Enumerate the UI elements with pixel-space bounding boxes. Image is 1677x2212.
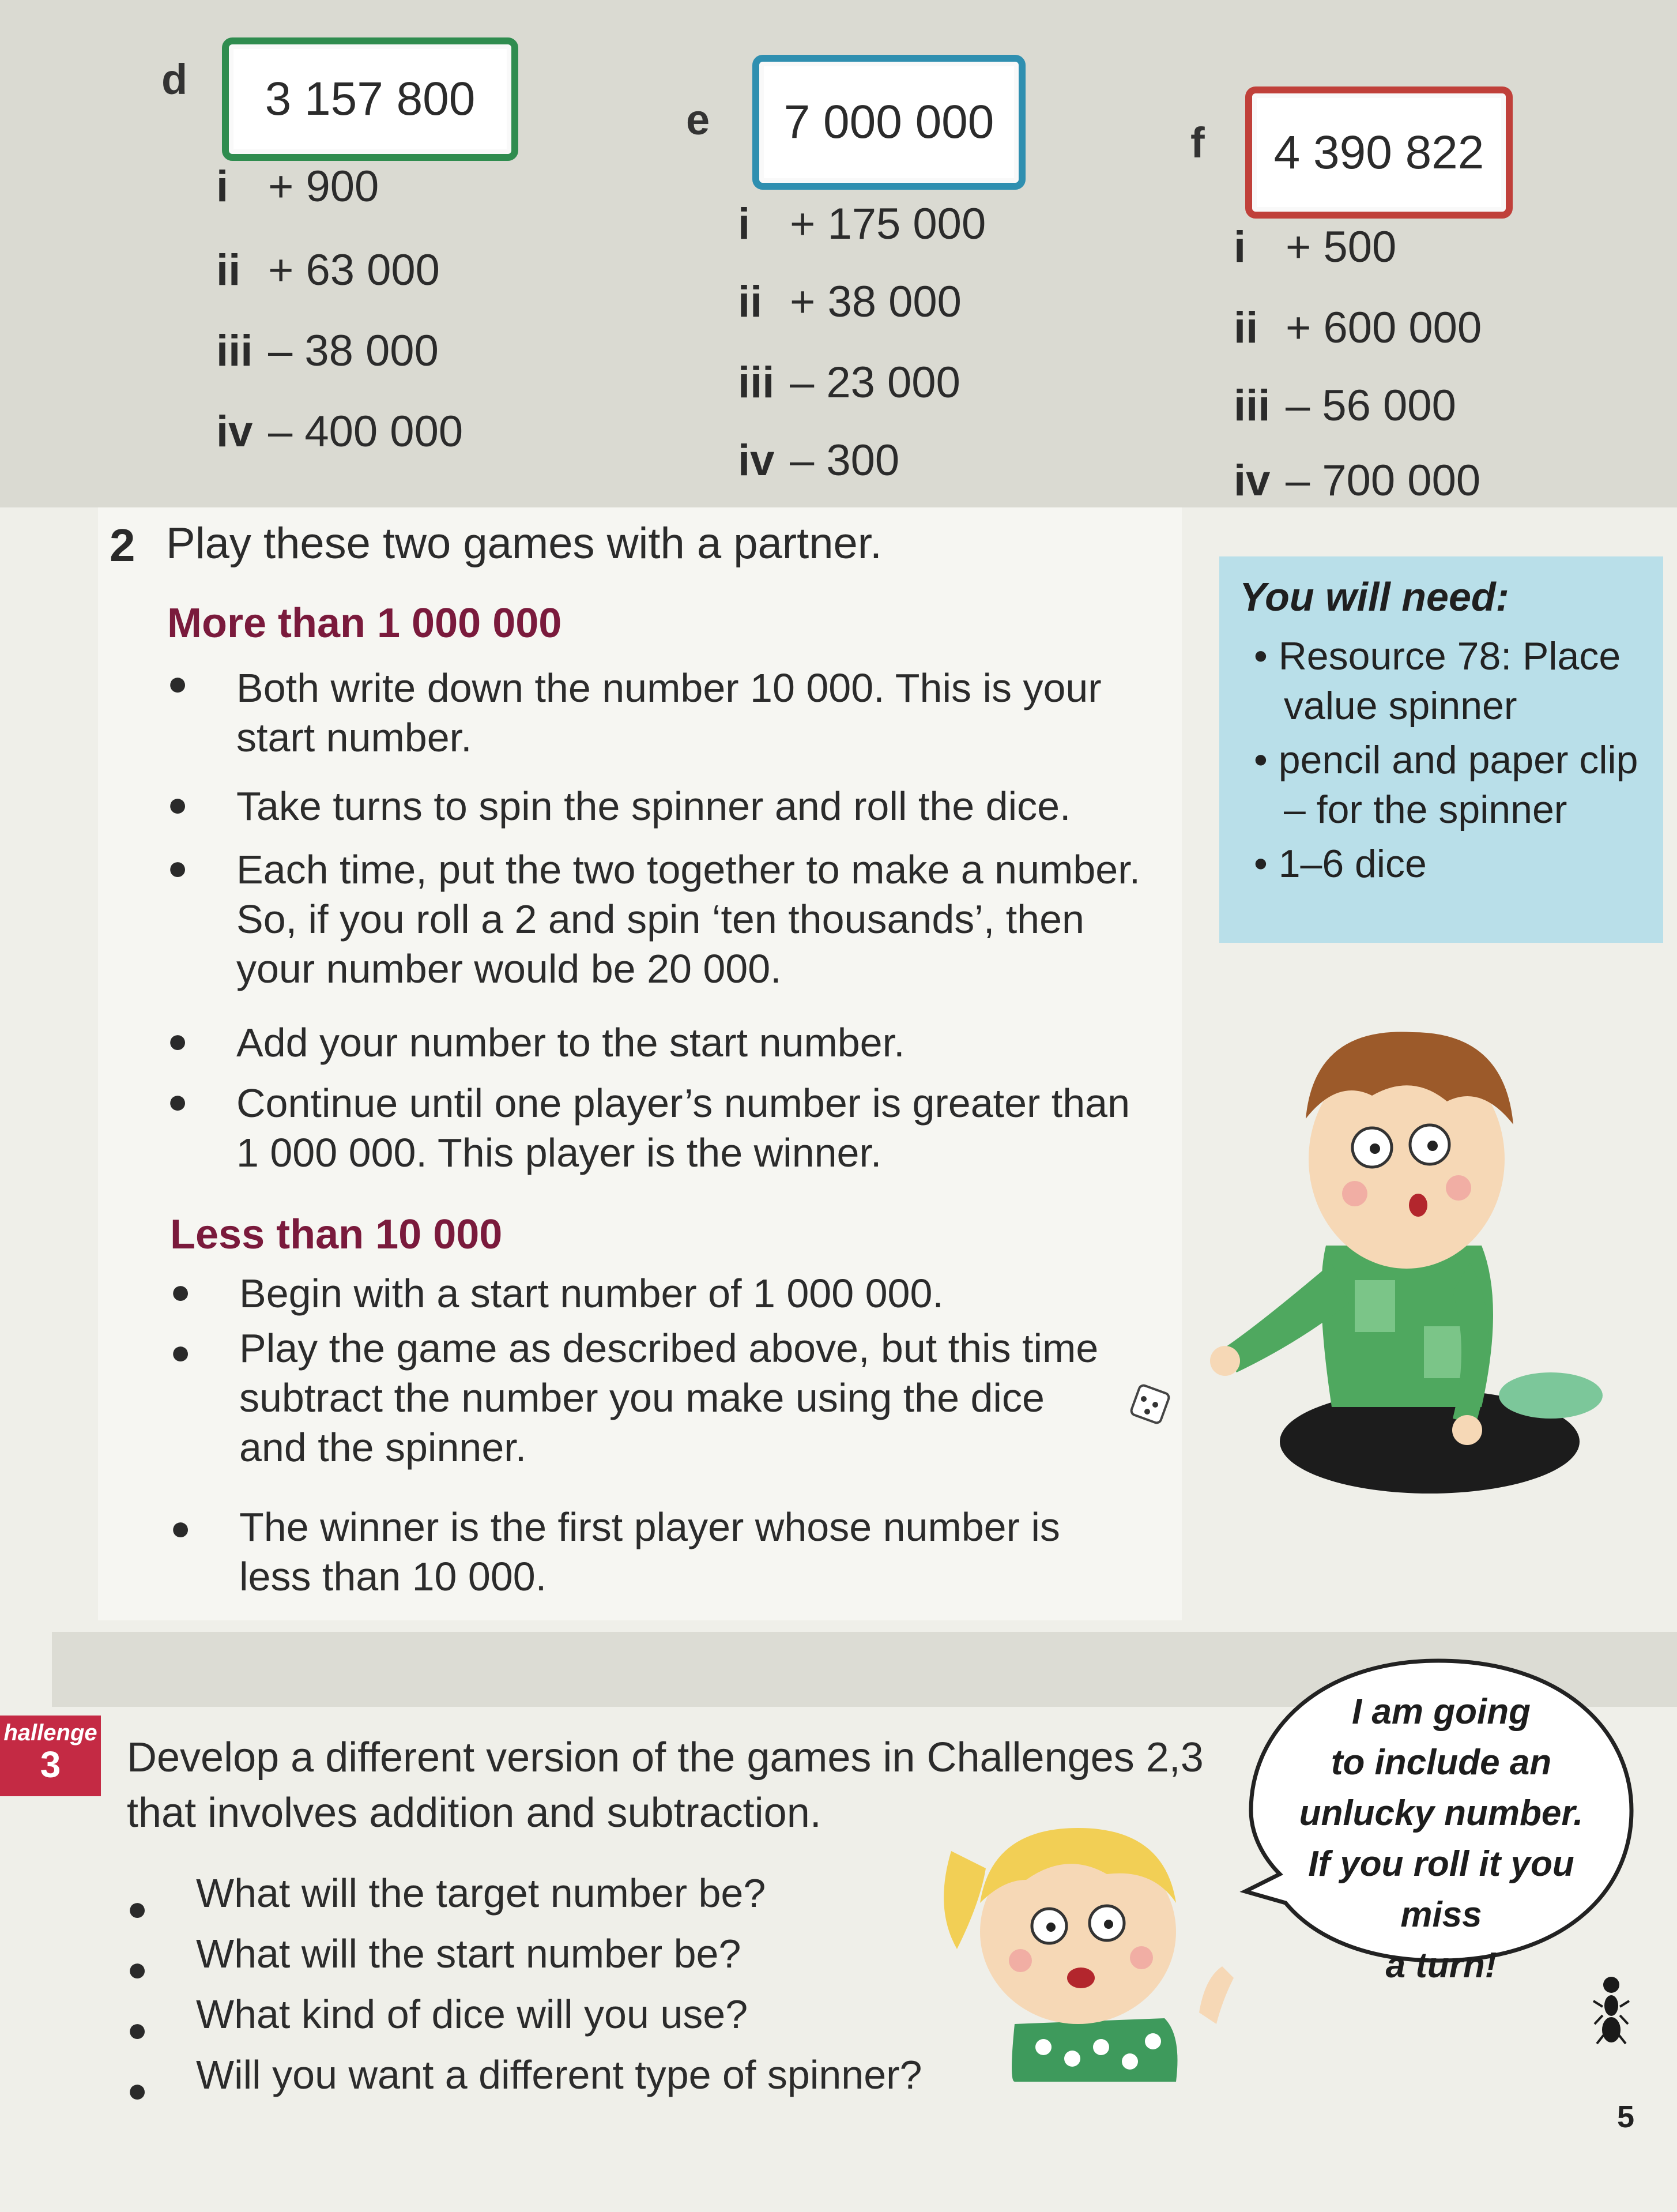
challenge-question-2: What will the start number be? xyxy=(196,1931,741,1976)
bullet-icon: ● xyxy=(167,1021,189,1060)
part-d-op-3: iii – 38 000 xyxy=(216,326,439,375)
part-d-number: 3 157 800 xyxy=(265,73,476,125)
part-d-number-box xyxy=(222,37,518,161)
bullet-icon: ● xyxy=(127,1950,148,1988)
part-f-number-box xyxy=(1245,86,1513,219)
part-f-op-2: ii + 600 000 xyxy=(1234,303,1482,352)
ant-icon xyxy=(1591,1972,1631,2047)
bullet-icon: ● xyxy=(127,2010,148,2049)
need-item-3: • 1–6 dice xyxy=(1254,842,1427,886)
part-e-number: 7 000 000 xyxy=(783,96,994,148)
part-d-op-2: ii + 63 000 xyxy=(216,246,440,295)
challenge-question-1: What will the target number be? xyxy=(196,1871,766,1916)
part-e-op-4: iv – 300 xyxy=(738,436,900,485)
bullet-icon: ● xyxy=(127,1889,148,1928)
game1-bullet-4: Add your number to the start number. xyxy=(236,1020,905,1065)
part-d-letter: d xyxy=(161,55,188,103)
challenge-question-3: What kind of dice will you use? xyxy=(196,1992,748,2037)
part-e-op-3: iii – 23 000 xyxy=(738,358,960,407)
page-number: 5 xyxy=(1617,2100,1635,2134)
you-will-need-box xyxy=(1219,556,1663,943)
part-f-op-1: i + 500 xyxy=(1234,223,1397,272)
bullet-icon: ● xyxy=(127,2071,148,2109)
part-e-op-2: ii + 38 000 xyxy=(738,277,962,326)
need-item-2: • pencil and paper clip – for the spinner xyxy=(1254,738,1638,832)
game2-title: Less than 10 000 xyxy=(170,1212,503,1258)
you-will-need-title: You will need: xyxy=(1239,574,1509,619)
game2-bullet-1: Begin with a start number of 1 000 000. xyxy=(239,1271,944,1316)
question-number: 2 xyxy=(110,520,135,571)
game2-bullet-2: Play the game as described above, but this time subtract the number you make using the dice and the spinner. xyxy=(239,1326,1099,1470)
challenge-tag xyxy=(0,1716,101,1796)
bullet-icon: ● xyxy=(167,848,189,887)
part-e-number-box xyxy=(752,55,1026,190)
game1-title: More than 1 000 000 xyxy=(167,600,562,646)
challenge-text: Develop a different version of the games in Challenges 2,3 that involves addition and subtraction. xyxy=(127,1735,1204,1836)
challenge-number: 3 xyxy=(40,1744,61,1785)
part-f-number: 4 390 822 xyxy=(1273,126,1484,179)
bullet-icon: • xyxy=(1254,634,1279,678)
need-item-1: • Resource 78: Place value spinner xyxy=(1254,634,1621,728)
part-e-op-1: i + 175 000 xyxy=(738,200,986,249)
bullet-icon: ● xyxy=(170,1272,191,1311)
game1-bullet-5: Continue until one player’s number is greater than 1 000 000. This player is the winner. xyxy=(236,1081,1130,1175)
girl-illustration xyxy=(934,1805,1257,2082)
game1-bullet-1: Both write down the number 10 000. This is your start number. xyxy=(236,665,1102,760)
bullet-icon: ● xyxy=(167,664,189,702)
part-f-op-3: iii – 56 000 xyxy=(1234,381,1456,430)
bullet-icon: ● xyxy=(167,1082,189,1120)
part-f-op-4: iv – 700 000 xyxy=(1234,456,1481,505)
challenge-label: hallenge xyxy=(3,1720,97,1745)
part-f-letter: f xyxy=(1190,119,1205,167)
game1-bullet-2: Take turns to spin the spinner and roll the dice. xyxy=(236,784,1071,829)
part-d-op-4: iv – 400 000 xyxy=(216,407,463,456)
part-e-letter: e xyxy=(686,96,710,144)
part-d-op-1: i + 900 xyxy=(216,162,379,211)
bullet-icon: ● xyxy=(170,1333,191,1371)
game2-bullet-3: The winner is the first player whose number is less than 10 000. xyxy=(239,1504,1060,1599)
speech-bubble-text: I am going to include an unlucky number. If you roll it you miss a turn! xyxy=(1299,1692,1584,1985)
bullet-icon: ● xyxy=(170,1508,191,1547)
question-intro: Play these two games with a partner. xyxy=(166,519,882,568)
challenge-question-4: Will you want a different type of spinner? xyxy=(196,2052,922,2097)
bullet-icon: ● xyxy=(167,785,189,823)
bullet-icon: • xyxy=(1254,738,1279,782)
bullet-icon: • xyxy=(1254,842,1279,886)
game1-bullet-3: Each time, put the two together to make a number. So, if you roll a 2 and spin ‘ten thousands’, then your number would be 20 000. xyxy=(236,847,1141,991)
dice-icon xyxy=(1130,1384,1170,1424)
boy-illustration xyxy=(1182,1003,1631,1511)
